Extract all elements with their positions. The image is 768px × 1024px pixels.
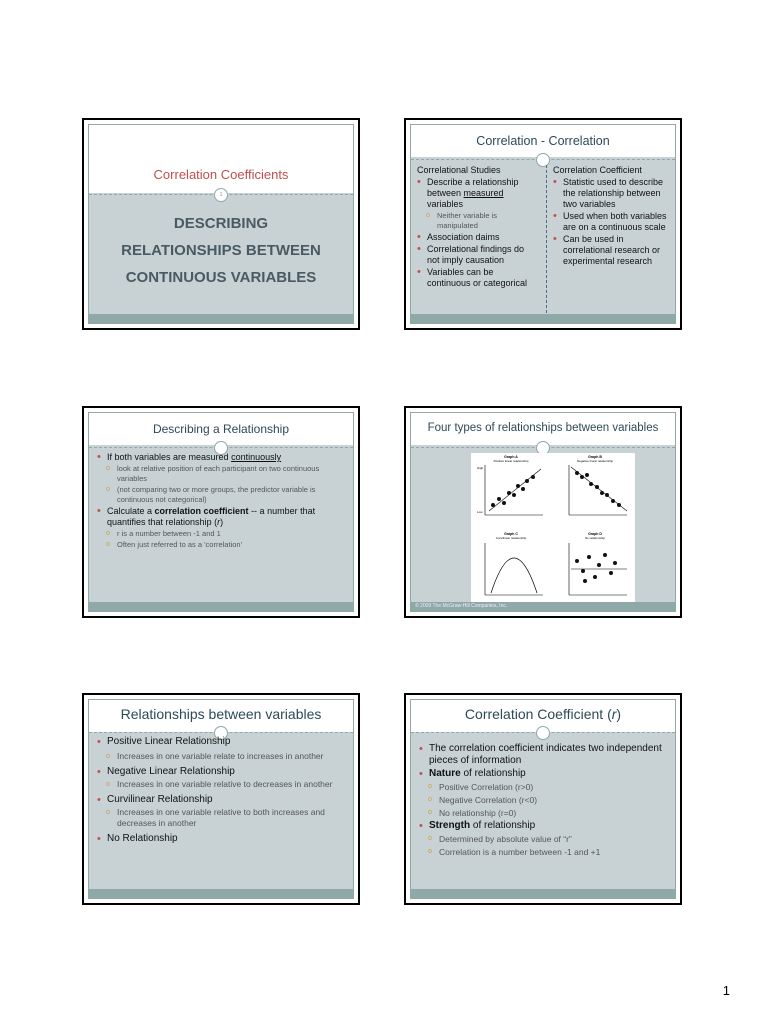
slide-5-title: Relationships between variables <box>120 706 322 722</box>
slide-2-frame <box>410 124 676 324</box>
slide-1-subtitle-line2: RELATIONSHIPS BETWEEN <box>121 242 321 259</box>
right-bullet-3: • Can be used in correlational research or experimental research <box>553 234 671 267</box>
graph-a-subtitle: Positive linear relationship <box>493 459 529 463</box>
slide-3-frame <box>88 412 354 612</box>
slide-4-title: Four types of relationships between variables <box>427 422 659 434</box>
slide-5-bullet-3: • Curvilinear Relationship <box>97 794 345 806</box>
slide-5-sub-1: o Increases in one variable relate to increases in another <box>97 751 345 762</box>
slide-1-subtitle <box>89 210 353 291</box>
slide-5-footer <box>89 889 353 898</box>
column-divider <box>546 165 547 313</box>
slide-2-left-column <box>417 165 535 290</box>
slide-4-footer <box>411 602 675 611</box>
slide-5 <box>82 693 360 905</box>
slide-5-bullet-1: • Positive Linear Relationship <box>97 736 345 748</box>
slide-3-bullet-1: • If both variables are measured continuously <box>97 452 345 463</box>
graph-b-title: Graph B <box>588 455 602 459</box>
left-bullet-4: • Variables can be continuous or categorical <box>417 267 535 289</box>
slide-3-sub-2: o (not comparing two or more groups, the predictor variable is continuous not categorical) <box>97 485 345 505</box>
right-column-heading: Correlation Coefficient <box>553 165 642 175</box>
graph-b-subtitle: Negative linear relationship <box>576 459 614 463</box>
slide-5-sub-2: o Increases in one variable relative to decreases in another <box>97 779 345 790</box>
graph-a-title: Graph A <box>504 455 518 459</box>
slide-6-bullet-1: • The correlation coefficient indicates two independent pieces of information <box>419 743 667 767</box>
slide-1-footer <box>89 314 353 323</box>
slide-4 <box>404 406 682 618</box>
slide-3-sub-4: o Often just referred to as a 'correlation' <box>97 540 345 550</box>
left-column-heading: Correlational Studies <box>417 165 501 175</box>
slide-6-sub-4: o Determined by absolute value of “r” <box>419 833 667 845</box>
left-sub-bullet-1: o Neither variable is manipulated <box>417 211 535 231</box>
slide-5-bullet-4: • No Relationship <box>97 833 345 845</box>
svg-text:Low: Low <box>477 510 483 514</box>
slide-3-bullet-2: • Calculate a correlation coefficient -- a number that quantifies that relationship (r) <box>97 506 345 528</box>
slide-3 <box>82 406 360 618</box>
slide-3-title: Describing a Relationship <box>152 422 290 436</box>
slide-1-header <box>89 125 353 193</box>
slide-4-frame <box>410 412 676 612</box>
slide-2-right-column <box>553 165 671 268</box>
slide-3-body <box>97 451 345 551</box>
slide-6-bullet-3: • Strength of relationship <box>419 820 667 832</box>
slide-6-footer <box>411 889 675 898</box>
slide-1-frame <box>88 124 354 324</box>
graph-d-subtitle: No relationship <box>584 536 606 540</box>
slide-5-bullet-2: • Negative Linear Relationship <box>97 766 345 778</box>
slide-2-number-circle <box>536 153 550 167</box>
graph-c-subtitle: Curvilinear relationship <box>495 536 527 540</box>
slide-1 <box>82 118 360 330</box>
left-bullet-2: • Association daims <box>417 232 535 243</box>
right-bullet-1: • Statistic used to describe the relationship between two variables <box>553 177 671 210</box>
slide-2 <box>404 118 682 330</box>
slide-6-sub-3: o No relationship (r=0) <box>419 807 667 819</box>
graph-c-title: Graph C <box>504 532 518 536</box>
slide-6-number-circle <box>536 726 550 740</box>
slide-1-subtitle-line1: DESCRIBING <box>173 215 269 232</box>
slide-6 <box>404 693 682 905</box>
svg-text:High: High <box>477 466 484 470</box>
graph-d-title: Graph D <box>588 532 602 536</box>
slide-6-title: Correlation Coefficient (r) <box>464 706 622 722</box>
slide-6-bullet-2: • Nature of relationship <box>419 768 667 780</box>
slide-6-body <box>419 742 667 859</box>
slide-2-footer <box>411 314 675 323</box>
slide-3-sub-1: o look at relative position of each participant on two continuous variables <box>97 464 345 484</box>
slide-2-title: Correlation - Correlation <box>476 134 610 148</box>
slide-5-frame <box>88 699 354 899</box>
slide-3-sub-3: o r is a number between -1 and 1 <box>97 529 345 539</box>
right-bullet-2: • Used when both variables are on a continuous scale <box>553 211 671 233</box>
slide-6-frame <box>410 699 676 899</box>
slide-5-body <box>97 735 345 846</box>
slide-6-sub-1: o Positive Correlation (r>0) <box>419 781 667 793</box>
slide-1-title: Correlation Coefficients <box>153 167 289 182</box>
slide-1-subtitle-line3: CONTINUOUS VARIABLES <box>125 269 317 286</box>
left-bullet-3: • Correlational findings do not imply causation <box>417 244 535 266</box>
slide-6-sub-5: o Correlation is a number between -1 and +1 <box>419 846 667 858</box>
slide-3-footer <box>89 602 353 611</box>
page-number: 1 <box>722 983 730 998</box>
left-bullet-1: • Describe a relationship between measured variables <box>417 177 535 210</box>
slide-1-number-circle: 1 <box>214 188 228 202</box>
slide-6-sub-2: o Negative Correlation (r<0) <box>419 794 667 806</box>
four-relationship-graphs <box>471 453 635 608</box>
slide-5-sub-3: o Increases in one variable relative to both increases and decreases in another <box>97 807 345 829</box>
copyright-text: © 2009 The McGraw-Hill Companies, Inc. <box>415 603 508 609</box>
